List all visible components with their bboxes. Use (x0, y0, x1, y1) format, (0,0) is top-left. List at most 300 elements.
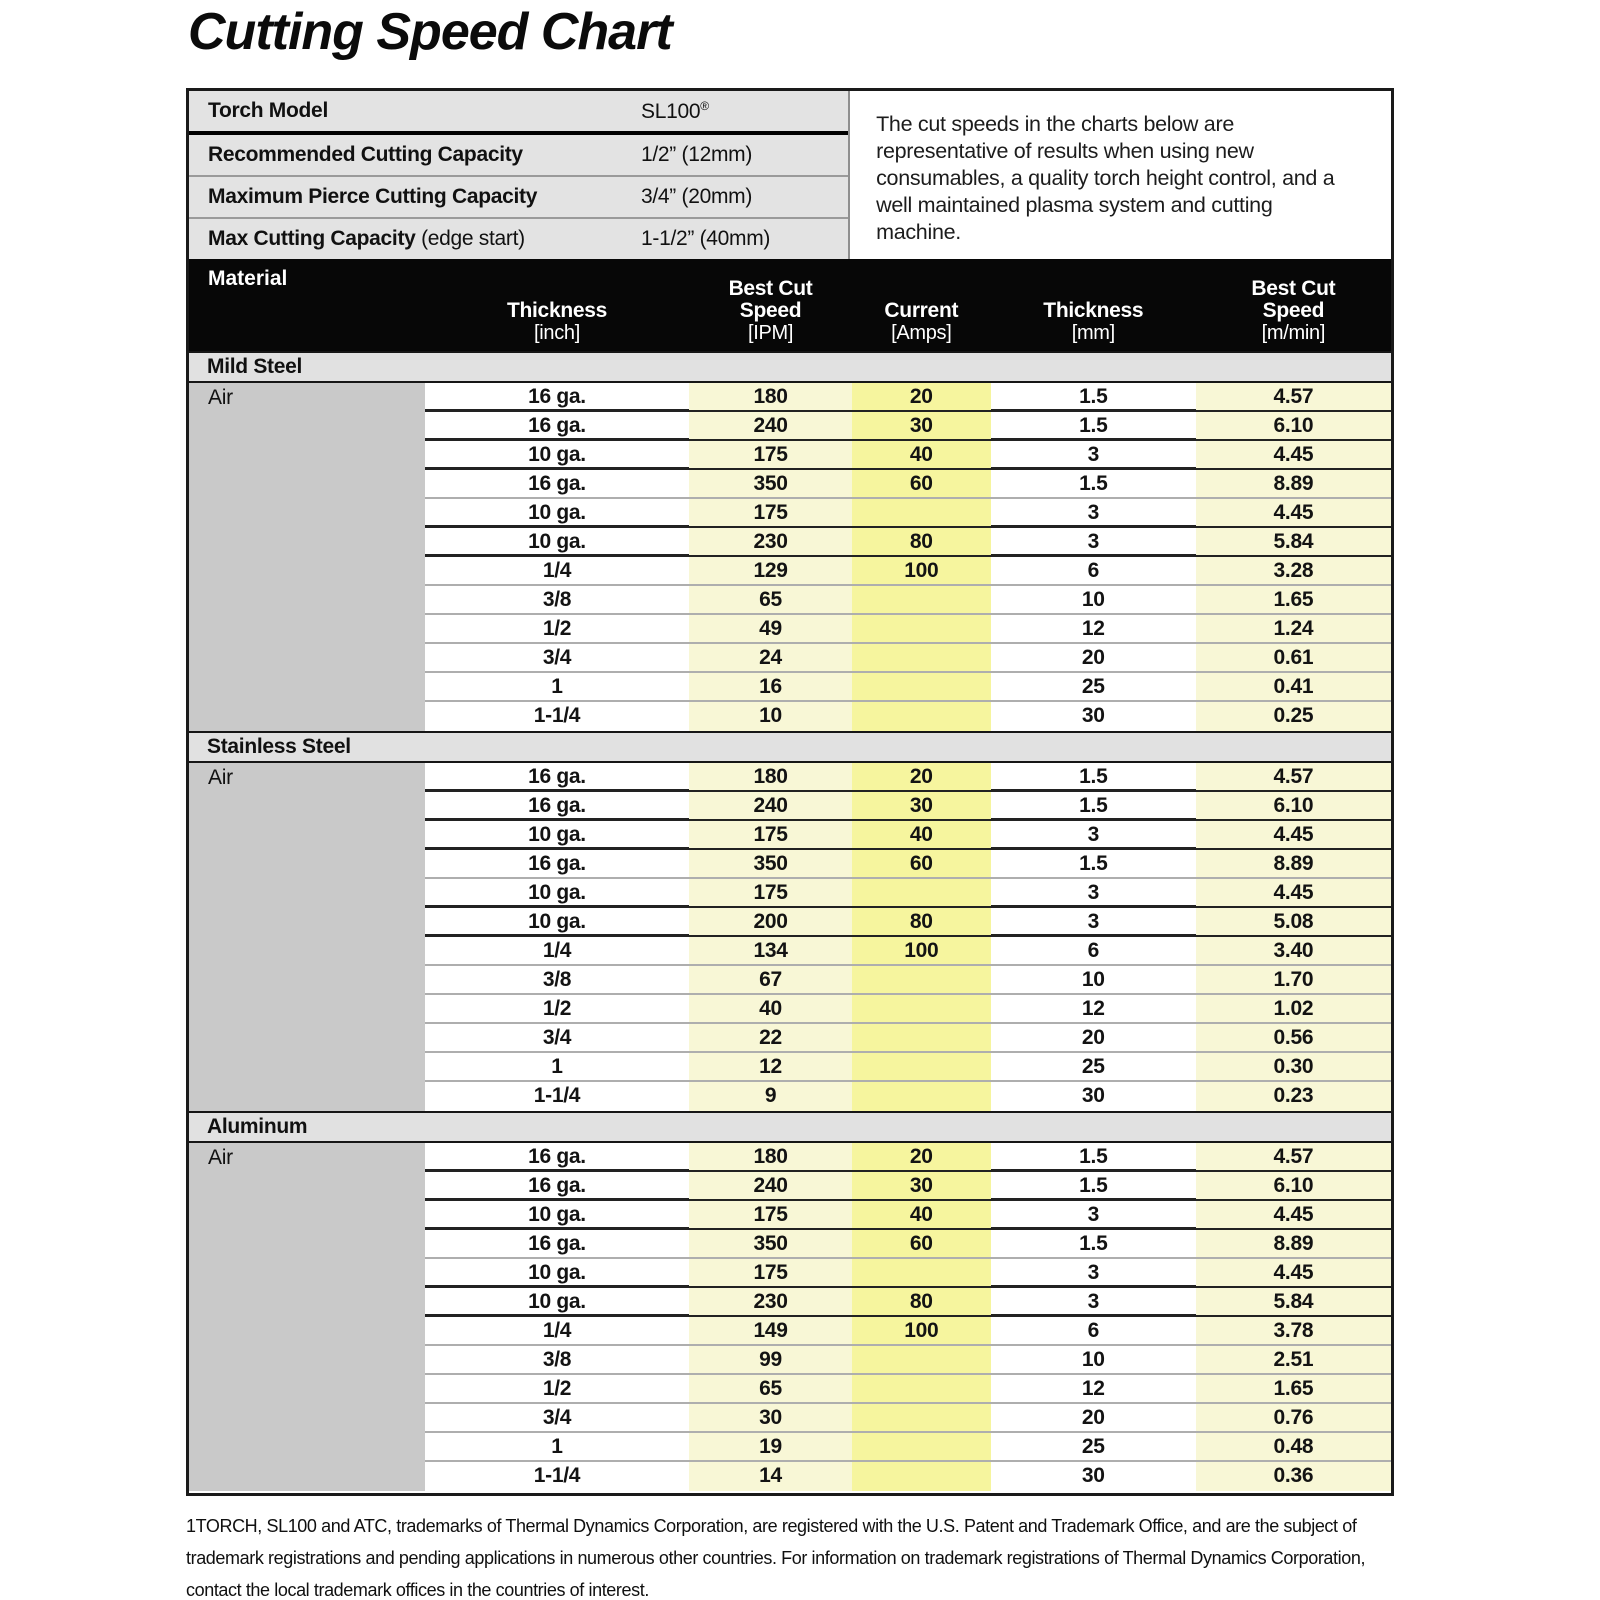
table-row (189, 1259, 1391, 1288)
cell-thickness-inch: 16 ga. (528, 1174, 586, 1197)
cell-current-amps (852, 1404, 991, 1431)
cell-thickness-mm: 12 (1081, 997, 1105, 1020)
table-row-values (425, 470, 1391, 499)
table-row-values (425, 1317, 1391, 1346)
cell-gas (189, 1259, 425, 1288)
cell-current-amps: 40 (852, 821, 991, 848)
cell-thickness-inch: 1/4 (542, 939, 572, 962)
table-row (189, 1375, 1391, 1404)
cell-thickness-mm: 1.5 (1079, 472, 1108, 495)
table-row (189, 1288, 1391, 1317)
cell-current-amps: 60 (852, 470, 991, 497)
cell-thickness-mm: 3 (1087, 1203, 1099, 1226)
table-row-values (425, 1201, 1391, 1230)
cell-cut-speed-ipm: 240 (689, 412, 851, 439)
table-row-values (425, 383, 1391, 412)
cell-cut-speed-ipm: 67 (689, 966, 851, 993)
cell-thickness-mm: 3 (1087, 910, 1099, 933)
cell-cut-speed-ipm: 49 (689, 615, 851, 642)
cell-gas (189, 1375, 425, 1404)
cell-gas (189, 1462, 425, 1491)
cell-gas: Air (189, 763, 425, 792)
info-value: 1/2” (12mm) (641, 143, 753, 166)
cell-thickness-inch: 1-1/4 (533, 704, 581, 727)
cell-cut-speed-m-min: 4.57 (1196, 763, 1391, 790)
cell-gas (189, 528, 425, 557)
cell-gas (189, 470, 425, 499)
cell-thickness-mm: 3 (1087, 1261, 1099, 1284)
cell-gas (189, 702, 425, 731)
cell-thickness-mm: 3 (1087, 1290, 1099, 1313)
cell-cut-speed-ipm: 9 (689, 1082, 851, 1111)
cell-cut-speed-m-min: 1.65 (1196, 586, 1391, 613)
table-row-values (425, 966, 1391, 995)
cell-gas (189, 557, 425, 586)
cell-gas (189, 441, 425, 470)
cell-thickness-mm: 3 (1087, 530, 1099, 553)
table-row-values (425, 702, 1391, 731)
cell-gas (189, 792, 425, 821)
info-value: 3/4” (20mm) (641, 185, 753, 208)
cell-gas (189, 586, 425, 615)
page-title: Cutting Speed Chart (188, 3, 672, 61)
table-row-values (425, 821, 1391, 850)
cell-thickness-inch: 1-1/4 (533, 1084, 581, 1107)
table-row (189, 1201, 1391, 1230)
cell-gas (189, 615, 425, 644)
cell-cut-speed-m-min: 4.45 (1196, 1201, 1391, 1228)
registered-trademark-symbol: ® (700, 98, 709, 113)
table-row-values (425, 908, 1391, 937)
table-row (189, 821, 1391, 850)
cell-thickness-mm: 3 (1087, 881, 1099, 904)
table-row-values (425, 528, 1391, 557)
intro-note (850, 91, 1391, 259)
table-row-values (425, 1346, 1391, 1375)
table-row-values (425, 792, 1391, 821)
cell-thickness-mm: 10 (1081, 968, 1105, 991)
cell-thickness-mm: 25 (1081, 675, 1105, 698)
cell-gas (189, 644, 425, 673)
table-row-values (425, 1082, 1391, 1111)
cell-cut-speed-ipm: 350 (689, 1230, 851, 1257)
cell-cut-speed-ipm: 14 (689, 1462, 851, 1491)
column-header-best-cut-speed-m-min: Best Cut Speed [m/min] (1251, 277, 1336, 344)
cutting-speed-chart (186, 88, 1394, 1496)
cell-thickness-inch: 16 ga. (528, 414, 586, 437)
cell-cut-speed-m-min: 6.10 (1196, 412, 1391, 439)
column-header-thickness-inch: Thickness [inch] (506, 299, 607, 344)
cell-cut-speed-ipm: 240 (689, 1172, 851, 1199)
table-row (189, 644, 1391, 673)
cell-cut-speed-m-min: 0.48 (1196, 1433, 1391, 1460)
cell-thickness-inch: 10 ga. (528, 823, 586, 846)
cell-thickness-inch: 3/4 (542, 646, 572, 669)
cell-cut-speed-m-min: 3.40 (1196, 937, 1391, 964)
cell-thickness-mm: 1.5 (1079, 1232, 1108, 1255)
table-row (189, 1317, 1391, 1346)
table-row (189, 1082, 1391, 1111)
cell-cut-speed-ipm: 16 (689, 673, 851, 700)
speed-table-body (189, 351, 1391, 1493)
cell-gas (189, 1288, 425, 1317)
cell-thickness-inch: 1-1/4 (533, 1464, 581, 1487)
cell-cut-speed-m-min: 1.02 (1196, 995, 1391, 1022)
table-row (189, 557, 1391, 586)
cell-cut-speed-m-min: 4.45 (1196, 441, 1391, 468)
cell-current-amps: 40 (852, 1201, 991, 1228)
cell-cut-speed-m-min: 5.08 (1196, 908, 1391, 935)
cell-cut-speed-ipm: 65 (689, 1375, 851, 1402)
cell-current-amps: 80 (852, 1288, 991, 1315)
cell-cut-speed-m-min: 0.76 (1196, 1404, 1391, 1431)
cell-cut-speed-m-min: 8.89 (1196, 1230, 1391, 1257)
cell-cut-speed-ipm: 24 (689, 644, 851, 671)
cell-cut-speed-m-min: 4.45 (1196, 1259, 1391, 1286)
cell-cut-speed-ipm: 149 (689, 1317, 851, 1344)
table-row (189, 499, 1391, 528)
cell-thickness-mm: 3 (1087, 823, 1099, 846)
table-row-values (425, 1375, 1391, 1404)
cell-current-amps: 30 (852, 792, 991, 819)
column-header-band (189, 259, 1391, 351)
cell-thickness-mm: 20 (1081, 1026, 1105, 1049)
info-label: Maximum Pierce Cutting Capacity (208, 185, 538, 208)
cell-thickness-inch: 10 ga. (528, 910, 586, 933)
cell-current-amps: 80 (852, 908, 991, 935)
cell-thickness-mm: 6 (1087, 939, 1099, 962)
cell-cut-speed-ipm: 10 (689, 702, 851, 731)
cell-gas (189, 1433, 425, 1462)
cell-cut-speed-m-min: 0.25 (1196, 702, 1391, 731)
cell-current-amps (852, 644, 991, 671)
cell-thickness-mm: 25 (1081, 1055, 1105, 1078)
cell-current-amps: 20 (852, 763, 991, 790)
cell-current-amps (852, 1346, 991, 1373)
cell-thickness-inch: 16 ga. (528, 1145, 586, 1168)
table-row-values (425, 1288, 1391, 1317)
cell-thickness-inch: 16 ga. (528, 385, 586, 408)
table-row (189, 792, 1391, 821)
cell-cut-speed-ipm: 200 (689, 908, 851, 935)
table-row-values (425, 995, 1391, 1024)
cell-thickness-mm: 30 (1081, 1464, 1105, 1487)
table-row-values (425, 1259, 1391, 1288)
section-header-stainless-steel: Stainless Steel (189, 731, 1391, 763)
table-row (189, 1346, 1391, 1375)
cell-thickness-inch: 3/4 (542, 1406, 572, 1429)
cell-thickness-mm: 20 (1081, 1406, 1105, 1429)
cell-cut-speed-ipm: 350 (689, 470, 851, 497)
table-row-values (425, 1053, 1391, 1082)
table-row (189, 412, 1391, 441)
cell-cut-speed-m-min: 8.89 (1196, 850, 1391, 877)
cell-gas (189, 1317, 425, 1346)
cell-current-amps (852, 1259, 991, 1286)
cell-current-amps (852, 615, 991, 642)
cell-thickness-inch: 10 ga. (528, 530, 586, 553)
table-row-values (425, 557, 1391, 586)
trademark-footnote: 1TORCH, SL100 and ATC, trademarks of Thermal Dynamics Corporation, are registered with the U.S. Patent and Trademark Office, and are the subject of trademark registrations and pending applications in numerous other countries. For information on trademark registrations of Thermal Dynamics Corporation, contact the local trademark offices in the countries of interest. (186, 1516, 1366, 1600)
cell-thickness-inch: 10 ga. (528, 501, 586, 524)
table-row (189, 615, 1391, 644)
cell-gas (189, 821, 425, 850)
cell-thickness-mm: 1.5 (1079, 765, 1108, 788)
cell-gas (189, 1201, 425, 1230)
cell-thickness-mm: 30 (1081, 704, 1105, 727)
cell-gas (189, 1053, 425, 1082)
cell-cut-speed-m-min: 3.78 (1196, 1317, 1391, 1344)
cell-cut-speed-ipm: 19 (689, 1433, 851, 1460)
cell-current-amps: 100 (852, 1317, 991, 1344)
cell-thickness-inch: 10 ga. (528, 1290, 586, 1313)
cell-gas (189, 937, 425, 966)
cell-thickness-mm: 1.5 (1079, 794, 1108, 817)
cell-thickness-mm: 30 (1081, 1084, 1105, 1107)
cell-thickness-mm: 1.5 (1079, 385, 1108, 408)
table-row (189, 528, 1391, 557)
info-row-max-pierce-capacity (189, 177, 848, 219)
cell-current-amps (852, 1082, 991, 1111)
cell-gas (189, 412, 425, 441)
cell-cut-speed-m-min: 2.51 (1196, 1346, 1391, 1373)
cell-cut-speed-m-min: 0.30 (1196, 1053, 1391, 1080)
cell-cut-speed-ipm: 230 (689, 528, 851, 555)
cell-cut-speed-ipm: 30 (689, 1404, 851, 1431)
cell-cut-speed-ipm: 175 (689, 499, 851, 526)
cell-gas (189, 1346, 425, 1375)
torch-spec-table (189, 91, 850, 259)
cell-current-amps (852, 966, 991, 993)
cell-current-amps: 60 (852, 1230, 991, 1257)
cell-current-amps: 80 (852, 528, 991, 555)
cell-current-amps: 30 (852, 412, 991, 439)
cell-thickness-mm: 1.5 (1079, 852, 1108, 875)
top-info-area (189, 91, 1391, 259)
table-row-values (425, 1172, 1391, 1201)
info-value: SL100® (641, 98, 709, 123)
cell-current-amps (852, 1024, 991, 1051)
cell-cut-speed-ipm: 175 (689, 1259, 851, 1286)
cell-cut-speed-m-min: 0.41 (1196, 673, 1391, 700)
cell-cut-speed-m-min: 6.10 (1196, 1172, 1391, 1199)
cell-current-amps (852, 1053, 991, 1080)
table-row (189, 850, 1391, 879)
table-row-values (425, 499, 1391, 528)
cell-cut-speed-ipm: 180 (689, 383, 851, 410)
table-row-values (425, 586, 1391, 615)
cell-cut-speed-ipm: 99 (689, 1346, 851, 1373)
cell-gas (189, 850, 425, 879)
cell-thickness-mm: 1.5 (1079, 1174, 1108, 1197)
cell-thickness-inch: 3/8 (542, 968, 572, 991)
cell-thickness-inch: 16 ga. (528, 472, 586, 495)
table-row (189, 586, 1391, 615)
table-row (189, 763, 1391, 792)
cell-cut-speed-m-min: 6.10 (1196, 792, 1391, 819)
column-headers (425, 259, 1391, 351)
cell-cut-speed-ipm: 22 (689, 1024, 851, 1051)
cell-cut-speed-m-min: 4.45 (1196, 879, 1391, 906)
cell-cut-speed-ipm: 230 (689, 1288, 851, 1315)
info-row-recommended-capacity (189, 135, 848, 177)
cell-thickness-mm: 1.5 (1079, 1145, 1108, 1168)
cell-gas (189, 499, 425, 528)
cell-thickness-inch: 10 ga. (528, 443, 586, 466)
cell-gas: Air (189, 383, 425, 412)
cell-cut-speed-ipm: 350 (689, 850, 851, 877)
table-row (189, 673, 1391, 702)
cell-current-amps (852, 995, 991, 1022)
cell-thickness-inch: 16 ga. (528, 765, 586, 788)
cell-gas: Air (189, 1143, 425, 1172)
table-row-values (425, 644, 1391, 673)
column-header-material: Material (208, 267, 288, 290)
cell-current-amps (852, 1462, 991, 1491)
table-row-values (425, 1230, 1391, 1259)
cell-cut-speed-m-min: 3.28 (1196, 557, 1391, 584)
cell-thickness-inch: 10 ga. (528, 1203, 586, 1226)
cell-current-amps (852, 1375, 991, 1402)
info-row-torch-model (189, 91, 848, 135)
cell-cut-speed-m-min: 5.84 (1196, 1288, 1391, 1315)
cell-current-amps (852, 702, 991, 731)
cell-thickness-mm: 3 (1087, 501, 1099, 524)
cell-cut-speed-ipm: 175 (689, 879, 851, 906)
cell-cut-speed-ipm: 12 (689, 1053, 851, 1080)
cell-thickness-mm: 6 (1087, 1319, 1099, 1342)
cell-thickness-mm: 10 (1081, 1348, 1105, 1371)
cell-thickness-mm: 3 (1087, 443, 1099, 466)
cell-thickness-inch: 1/4 (542, 1319, 572, 1342)
cell-thickness-inch: 1 (551, 675, 563, 698)
table-row-values (425, 879, 1391, 908)
cell-current-amps (852, 879, 991, 906)
cell-thickness-mm: 12 (1081, 1377, 1105, 1400)
cell-cut-speed-m-min: 0.61 (1196, 644, 1391, 671)
table-row-values (425, 441, 1391, 470)
cell-cut-speed-m-min: 1.24 (1196, 615, 1391, 642)
table-row (189, 1404, 1391, 1433)
table-row (189, 1053, 1391, 1082)
cell-cut-speed-m-min: 0.36 (1196, 1462, 1391, 1491)
cell-current-amps: 20 (852, 1143, 991, 1170)
cell-gas (189, 1172, 425, 1201)
cell-current-amps (852, 1433, 991, 1460)
cell-cut-speed-ipm: 175 (689, 821, 851, 848)
cell-cut-speed-ipm: 175 (689, 1201, 851, 1228)
cell-current-amps: 30 (852, 1172, 991, 1199)
table-row (189, 1024, 1391, 1053)
table-row (189, 1172, 1391, 1201)
cell-cut-speed-ipm: 180 (689, 763, 851, 790)
table-row (189, 966, 1391, 995)
cell-cut-speed-ipm: 240 (689, 792, 851, 819)
section-header-aluminum: Aluminum (189, 1111, 1391, 1143)
table-row (189, 937, 1391, 966)
info-label: Torch Model (208, 99, 328, 122)
cell-cut-speed-m-min: 4.57 (1196, 383, 1391, 410)
cell-gas (189, 1230, 425, 1259)
table-row-values (425, 673, 1391, 702)
cell-thickness-inch: 10 ga. (528, 1261, 586, 1284)
table-row-values (425, 1024, 1391, 1053)
cell-gas (189, 1404, 425, 1433)
table-row-values (425, 1433, 1391, 1462)
table-row-values (425, 763, 1391, 792)
cell-thickness-mm: 6 (1087, 559, 1099, 582)
table-row (189, 441, 1391, 470)
cell-thickness-inch: 1/4 (542, 559, 572, 582)
cell-gas (189, 1082, 425, 1111)
section-header-mild-steel: Mild Steel (189, 351, 1391, 383)
table-row (189, 702, 1391, 731)
cell-thickness-inch: 16 ga. (528, 852, 586, 875)
table-row (189, 995, 1391, 1024)
table-row-values (425, 937, 1391, 966)
cell-thickness-inch: 10 ga. (528, 881, 586, 904)
table-row-values (425, 615, 1391, 644)
cell-thickness-inch: 16 ga. (528, 1232, 586, 1255)
cell-cut-speed-m-min: 4.57 (1196, 1143, 1391, 1170)
cell-cut-speed-ipm: 134 (689, 937, 851, 964)
cell-gas (189, 966, 425, 995)
cell-cut-speed-m-min: 1.65 (1196, 1375, 1391, 1402)
cell-current-amps: 100 (852, 557, 991, 584)
cell-cut-speed-m-min: 5.84 (1196, 528, 1391, 555)
cell-current-amps: 100 (852, 937, 991, 964)
table-row-values (425, 1404, 1391, 1433)
cell-thickness-inch: 16 ga. (528, 794, 586, 817)
cell-thickness-inch: 1/2 (542, 1377, 572, 1400)
cell-current-amps: 60 (852, 850, 991, 877)
cell-gas (189, 879, 425, 908)
table-row (189, 908, 1391, 937)
info-label: Max Cutting Capacity (edge start) (208, 227, 525, 250)
cell-thickness-mm: 20 (1081, 646, 1105, 669)
table-row-values (425, 850, 1391, 879)
cell-cut-speed-ipm: 65 (689, 586, 851, 613)
cell-gas (189, 995, 425, 1024)
cell-gas (189, 1024, 425, 1053)
table-row (189, 470, 1391, 499)
cell-thickness-inch: 1/2 (542, 617, 572, 640)
cell-thickness-mm: 1.5 (1079, 414, 1108, 437)
cell-current-amps (852, 673, 991, 700)
table-row-values (425, 1462, 1391, 1491)
column-header-current-amps: Current [Amps] (884, 299, 959, 344)
cell-cut-speed-ipm: 180 (689, 1143, 851, 1170)
cell-current-amps: 40 (852, 441, 991, 468)
table-row-values (425, 412, 1391, 441)
intro-paragraph: The cut speeds in the charts below are representative of results when using new consumables, a quality torch height control, and a well maintained plasma system and cutting machine. (876, 112, 1335, 244)
cell-thickness-inch: 3/8 (542, 1348, 572, 1371)
table-row (189, 1433, 1391, 1462)
cell-thickness-inch: 3/4 (542, 1026, 572, 1049)
cell-cut-speed-m-min: 4.45 (1196, 499, 1391, 526)
cell-cut-speed-m-min: 1.70 (1196, 966, 1391, 993)
cell-current-amps: 20 (852, 383, 991, 410)
table-row (189, 1143, 1391, 1172)
cell-cut-speed-ipm: 129 (689, 557, 851, 584)
cell-cut-speed-m-min: 0.23 (1196, 1082, 1391, 1111)
cell-cut-speed-m-min: 8.89 (1196, 470, 1391, 497)
cell-thickness-inch: 3/8 (542, 588, 572, 611)
info-label: Recommended Cutting Capacity (208, 143, 523, 166)
info-value: 1-1/2” (40mm) (641, 227, 771, 250)
column-header-thickness-mm: Thickness [mm] (1043, 299, 1144, 344)
cell-cut-speed-m-min: 4.45 (1196, 821, 1391, 848)
